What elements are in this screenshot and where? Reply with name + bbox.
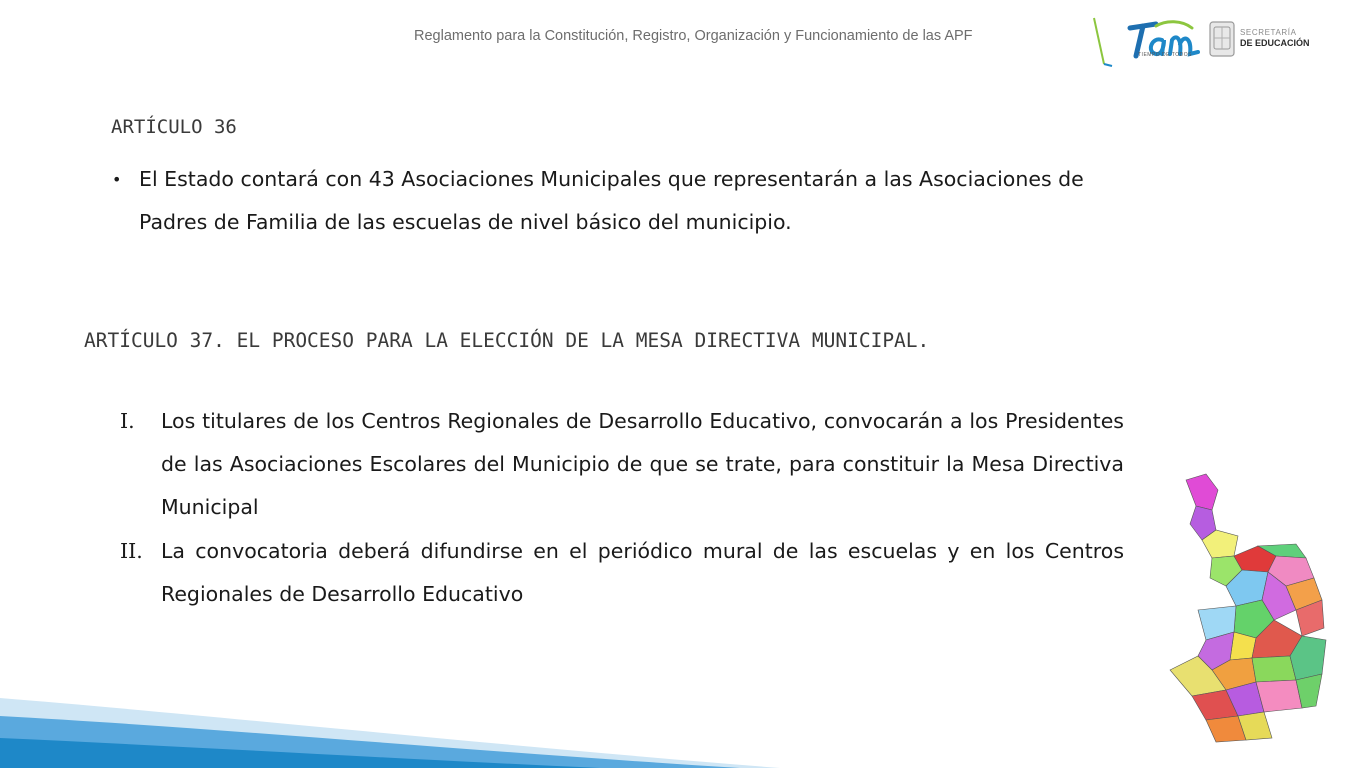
header-logos — [1090, 14, 1320, 70]
article-36-bullet-line2: Padres de Familia de las escuelas de nivel básico del municipio. — [139, 210, 792, 234]
secretaria-logo-line1: SECRETARÍA — [1240, 28, 1297, 37]
tam-logo-icon — [1126, 18, 1204, 66]
list-item-text: Los titulares de los Centros Regionales de Desarrollo Educativo, convocarán a los Presidentes de las Asociaciones Escolares del Municipio de que se trate, para constituir la Mesa Directiva Municipal — [161, 409, 1124, 519]
list-item — [120, 530, 1124, 616]
list-item-number: II. — [120, 539, 143, 563]
tamaulipas-map-image — [1146, 460, 1352, 750]
tam-logo-subtitle: TIEMPO DE TODOS — [1138, 52, 1192, 58]
state-seal-icon — [1208, 20, 1236, 58]
article-36-bullet-line1: El Estado contará con 43 Asociaciones Municipales que representarán a las Asociaciones de — [139, 167, 1084, 191]
footer-wave-decoration — [0, 690, 780, 768]
logo-slash-icon — [1090, 14, 1114, 70]
header-title: Reglamento para la Constitución, Registro, Organización y Funcionamiento de las APF — [414, 28, 973, 44]
list-item-text: La convocatoria deberá difundirse en el periódico mural de las escuelas y en los Centros Regionales de Desarrollo Educativo — [161, 539, 1124, 606]
list-item-number: I. — [120, 409, 135, 433]
article-36-bullet — [112, 158, 1212, 244]
secretaria-logo-line2: DE EDUCACIÓN — [1240, 38, 1310, 48]
list-item — [120, 400, 1124, 529]
bullet-marker: • — [112, 170, 122, 189]
article-37-heading: ARTÍCULO 37. EL PROCESO PARA LA ELECCIÓN DE LA MESA DIRECTIVA MUNICIPAL. — [84, 329, 930, 352]
article-36-heading: ARTÍCULO 36 — [111, 116, 237, 138]
